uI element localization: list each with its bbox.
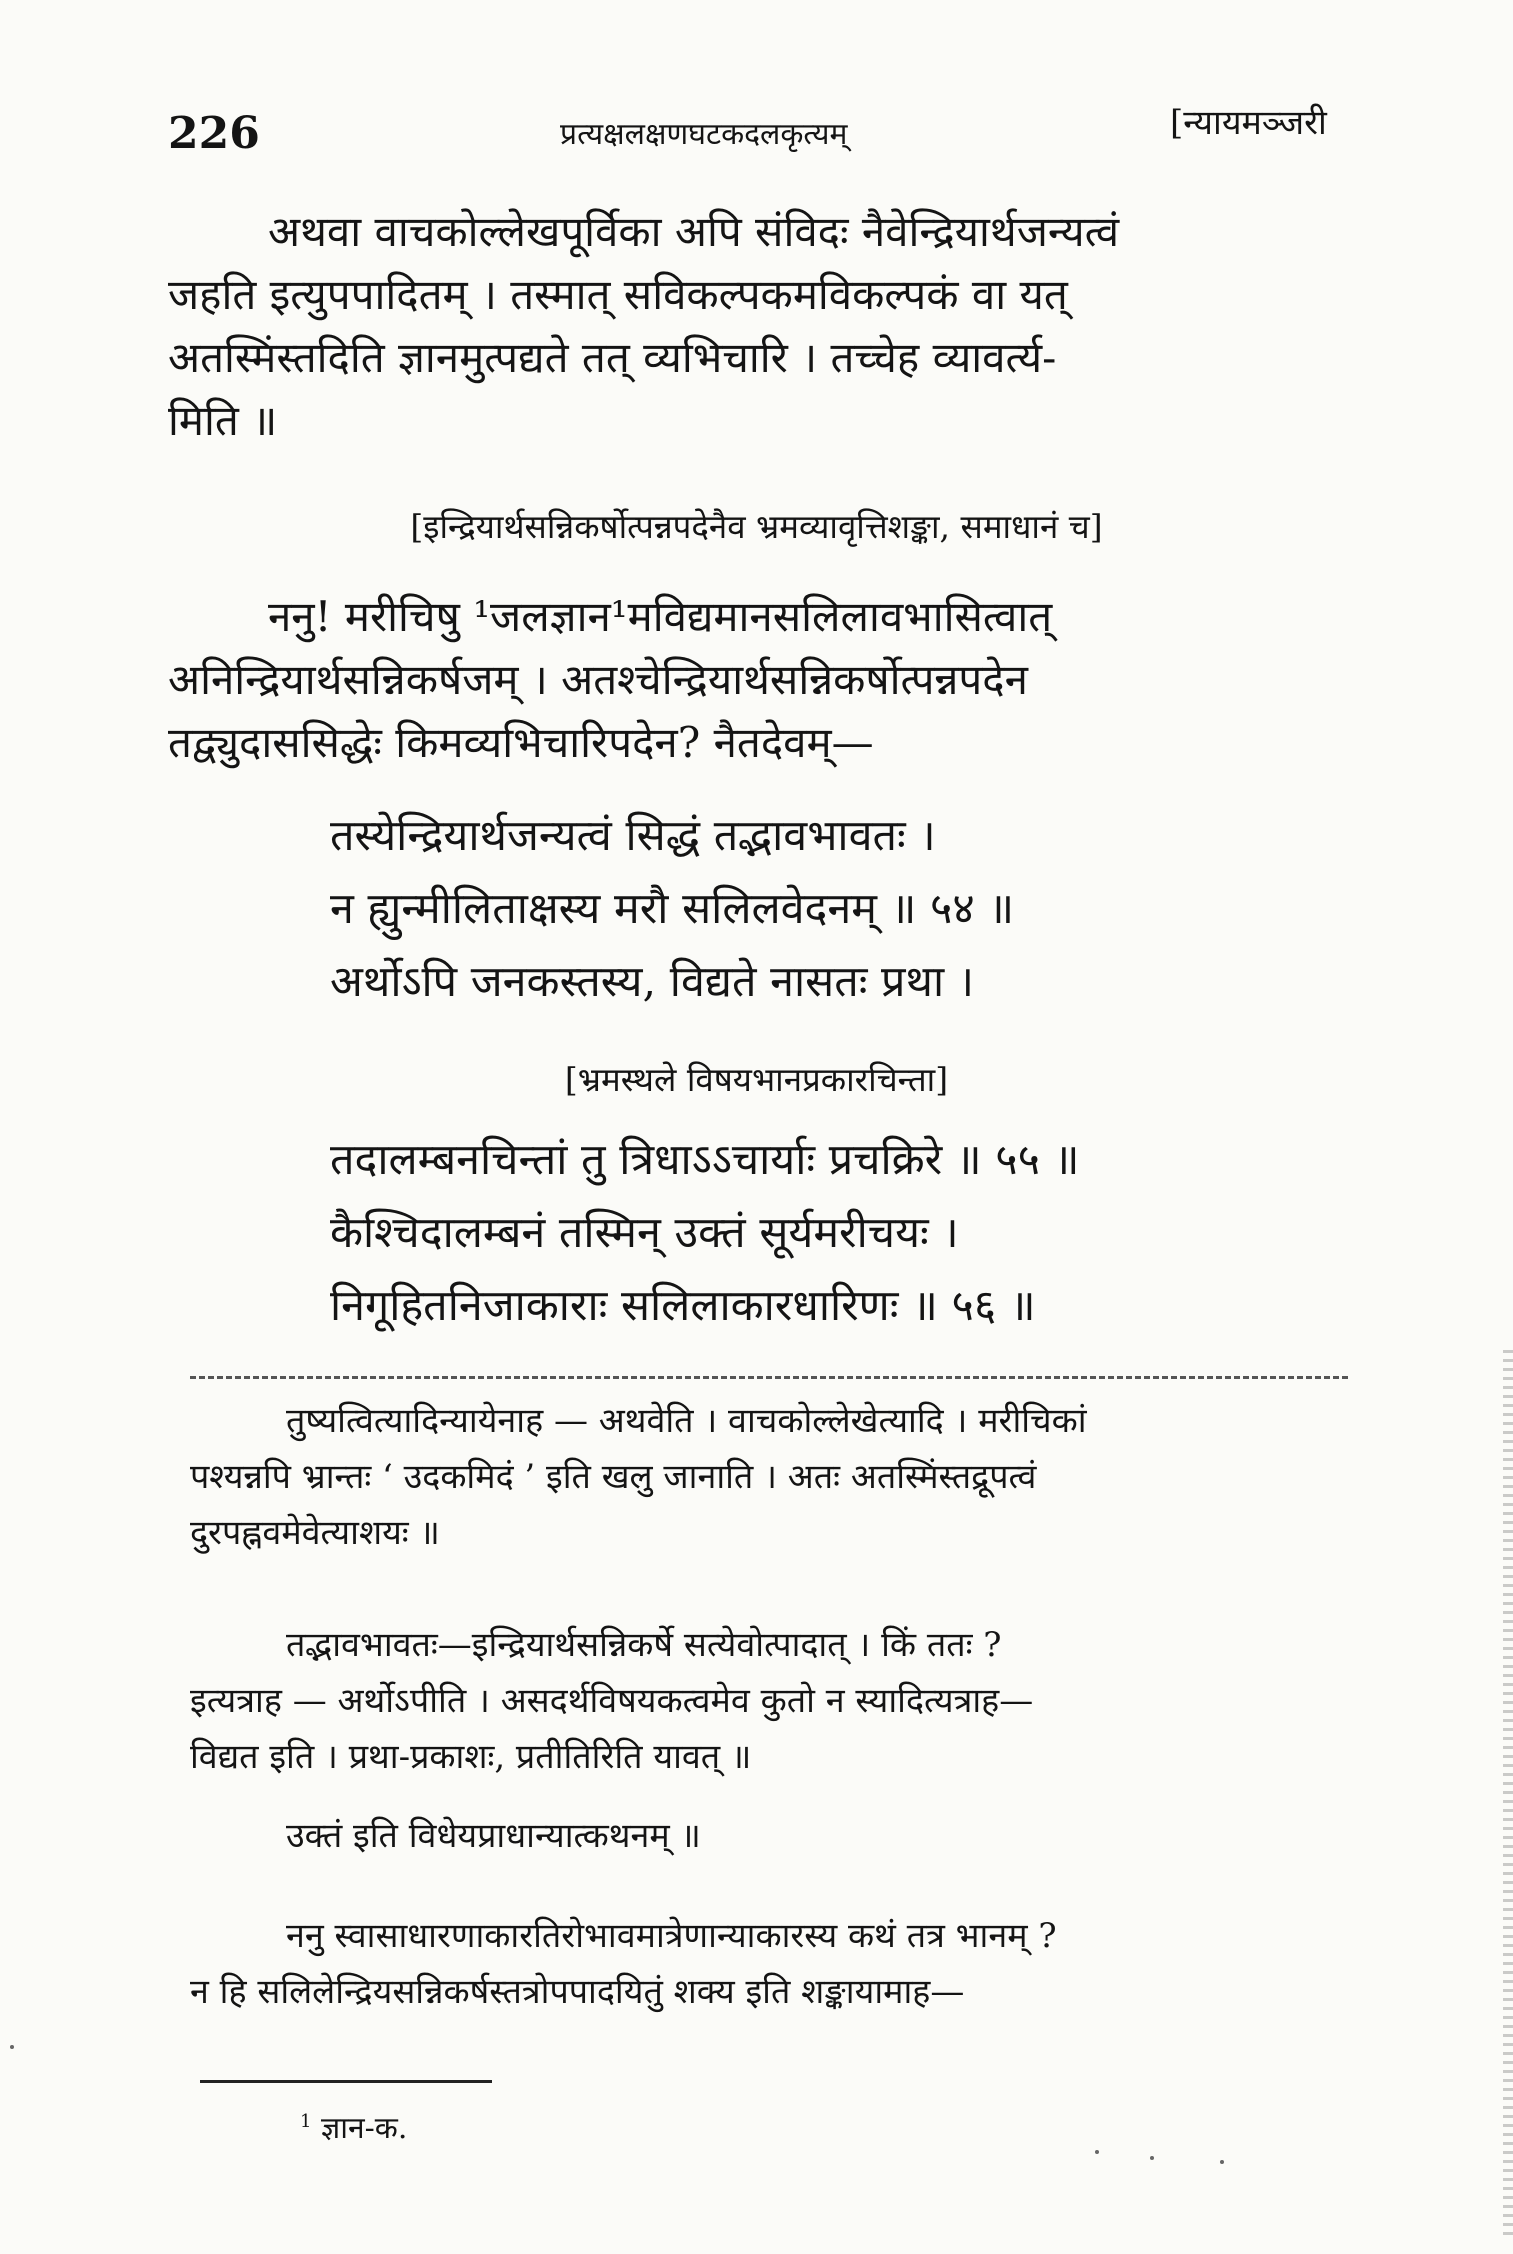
verse-line: कैश्चिदालम्बनं तस्मिन् उक्तं सूर्यमरीचयः । bbox=[330, 1208, 959, 1258]
text-line: ननु! मरीचिषु ¹जलज्ञान¹मविद्यमानसलिलावभासित्वात् bbox=[268, 592, 1053, 641]
verse-line: अर्थोऽपि जनकस्तस्य, विद्यते नासतः प्रथा । bbox=[330, 957, 975, 1007]
text-line: न हि सलिलेन्द्रियसन्निकर्षस्तत्रोपपादयितुं शक्य इति शङ्कायामाह— bbox=[190, 1972, 965, 2012]
text-line: इत्यत्राह — अर्थोऽपीति । असदर्थविषयकत्वमेव कुतो न स्यादित्यत्राह— bbox=[190, 1681, 1034, 1721]
section-heading: [इन्द्रियार्थसन्निकर्षोत्पन्नपदेनैव भ्रमव्यावृत्तिशङ्का, समाधानं च] bbox=[410, 507, 1103, 546]
text-line: उक्तं इति विधेयप्राधान्यात्कथनम् ॥ bbox=[286, 1816, 701, 1856]
text-line: मिति ॥ bbox=[168, 396, 278, 445]
text-line: पश्यन्नपि भ्रान्तः ‘ उदकमिदं ’ इति खलु जानाति । अतः अतस्मिंस्तद्रूपत्वं bbox=[190, 1457, 1037, 1497]
objection-paragraph bbox=[168, 585, 1354, 774]
text-line: अथवा वाचकोल्लेखपूर्विका अपि संविदः नैवेन्द्रियार्थजन्यत्वं bbox=[268, 207, 1120, 256]
running-title: प्रत्यक्षलक्षणघटकदलकृत्यम् bbox=[560, 117, 848, 152]
verse-line: तस्येन्द्रियार्थजन्यत्वं सिद्धं तद्भावभावतः । bbox=[330, 811, 936, 861]
scan-speck bbox=[10, 2045, 14, 2049]
commentary-paragraph bbox=[190, 1808, 1350, 1864]
text-line: दुरपह्नवमेवेत्याशयः ॥ bbox=[190, 1513, 440, 1553]
text-line: जहति इत्युपपादितम् । तस्मात् सविकल्पकमविकल्पकं वा यत् bbox=[168, 270, 1068, 319]
scan-speck bbox=[1150, 2156, 1154, 2160]
scan-speck bbox=[1220, 2160, 1224, 2164]
text-line: तद्व्युदाससिद्धेः किमव्यभिचारिपदेन? नैतदेवम्— bbox=[168, 718, 874, 767]
commentary-paragraph bbox=[190, 1908, 1350, 2020]
text-line: अतस्मिंस्तदिति ज्ञानमुत्पद्यते तत् व्यभिचारि । तच्चेह व्यावर्त्य- bbox=[168, 333, 1057, 382]
text-line: अनिन्द्रियार्थसन्निकर्षजम् । अतश्चेन्द्रियार्थसन्निकर्षोत्पन्नपदेन bbox=[168, 655, 1028, 704]
verse-block bbox=[330, 1124, 1330, 1343]
text-line: तुष्यत्वित्यादिन्यायेनाह — अथवेति । वाचकोल्लेखेत्यादि । मरीचिकां bbox=[286, 1401, 1087, 1441]
footnote bbox=[300, 2106, 407, 2147]
page-edge-shadow bbox=[1503, 1350, 1513, 2240]
text-line: विद्यत इति । प्रथा-प्रकाशः, प्रतीतिरिति यावत् ॥ bbox=[190, 1737, 752, 1777]
section-heading: [भ्रमस्थले विषयभानप्रकारचिन्ता] bbox=[564, 1060, 949, 1099]
commentary-divider bbox=[190, 1376, 1348, 1379]
page-number: 226 bbox=[168, 108, 260, 159]
footnote-divider bbox=[200, 2080, 492, 2083]
commentary-paragraph bbox=[190, 1617, 1350, 1785]
footnote-marker: 1 bbox=[300, 2111, 312, 2132]
commentary-paragraph bbox=[190, 1393, 1350, 1561]
scan-speck bbox=[1095, 2150, 1099, 2154]
footnote-text: ज्ञान-क. bbox=[321, 2111, 408, 2146]
text-line: तद्भावभावतः—इन्द्रियार्थसन्निकर्षे सत्येवोत्पादात् । किं ततः ? bbox=[286, 1625, 1002, 1665]
verse-block bbox=[330, 800, 1330, 1019]
verse-line: निगूहितनिजाकाराः सलिलाकारधारिणः ॥ ५६ ॥ bbox=[330, 1281, 1036, 1331]
verse-line: न ह्युन्मीलिताक्षस्य मरौ सलिलवेदनम् ॥ ५४ ॥ bbox=[330, 884, 1015, 934]
intro-paragraph bbox=[168, 200, 1354, 452]
text-line: ननु स्वासाधारणाकारतिरोभावमात्रेणान्याकारस्य कथं तत्र भानम् ? bbox=[286, 1916, 1057, 1956]
book-title: [न्यायमञ्जरी bbox=[1170, 103, 1327, 143]
verse-line: तदालम्बनचिन्तां तु त्रिधाऽऽचार्याः प्रचक्रिरे ॥ ५५ ॥ bbox=[330, 1135, 1080, 1185]
